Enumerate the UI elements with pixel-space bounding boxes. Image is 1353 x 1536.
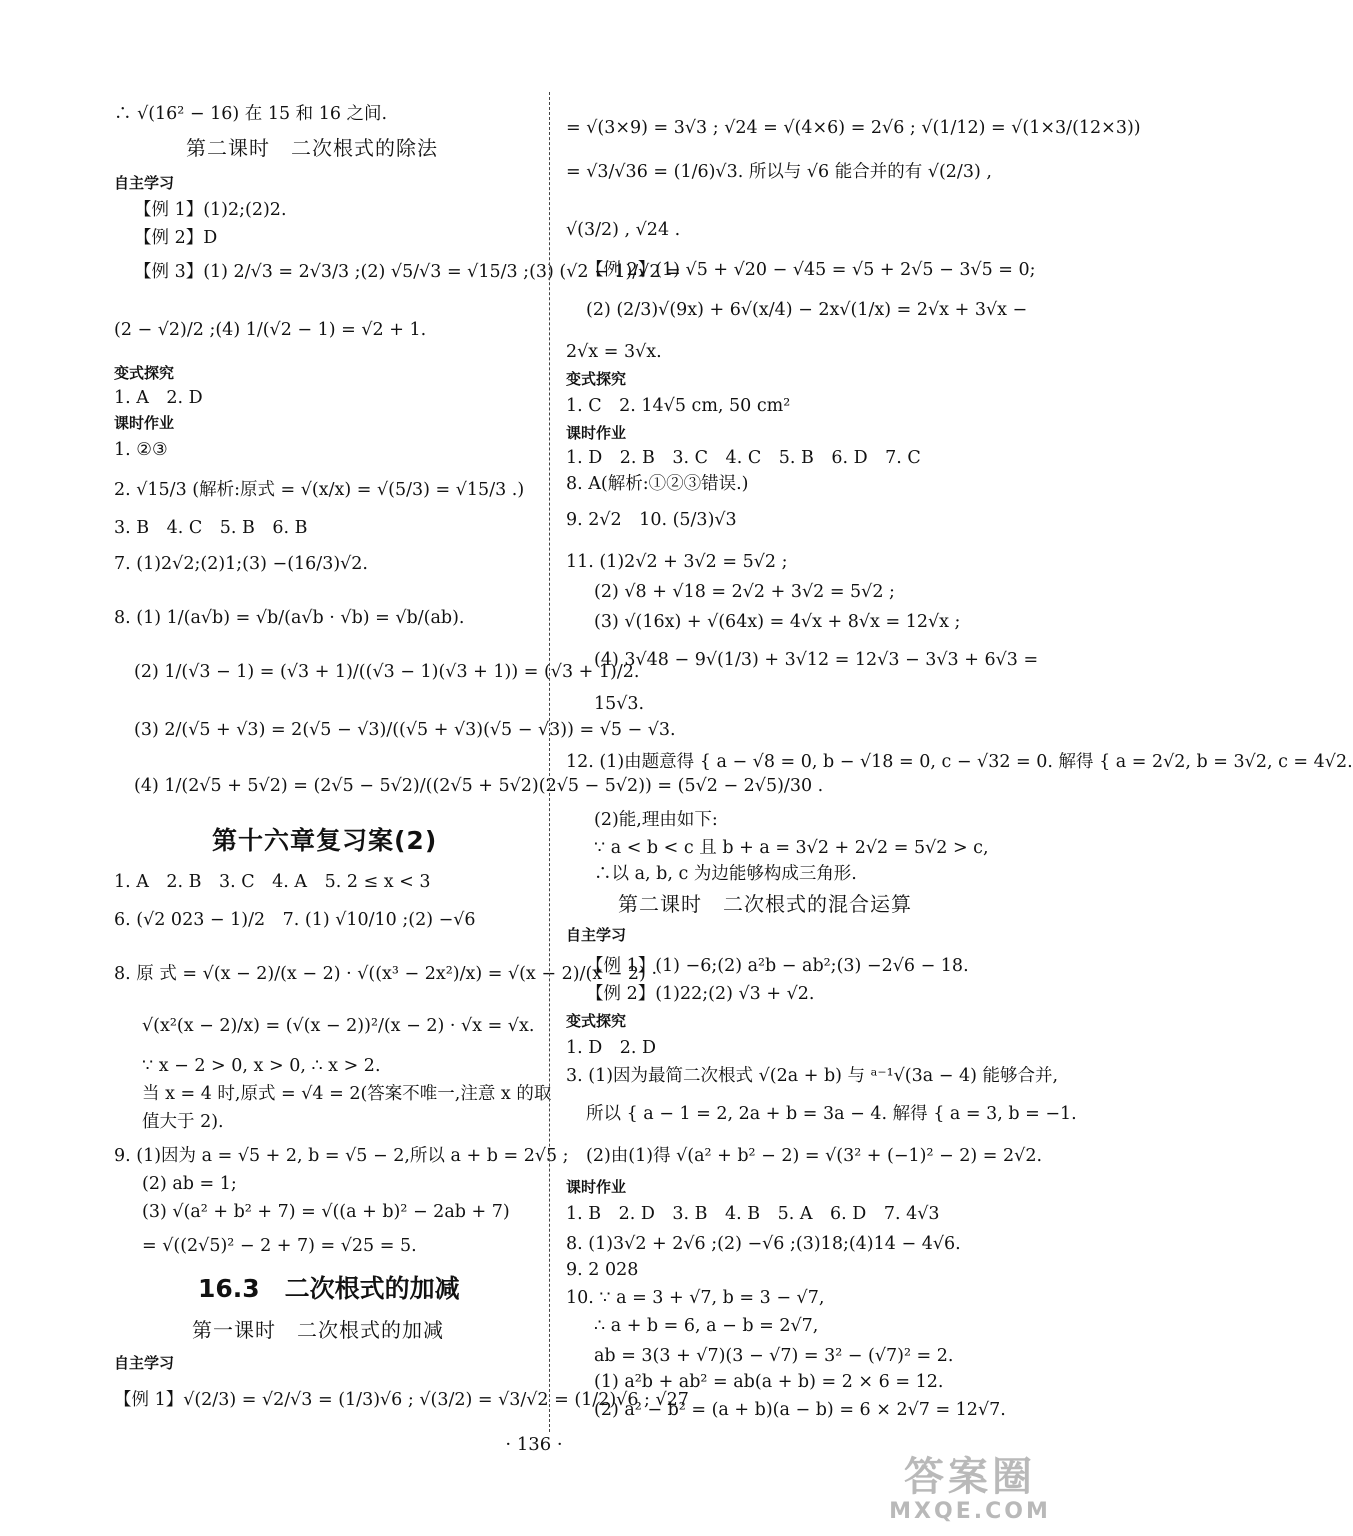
answer-line: 当 x = 4 时,原式 = √4 = 2(答案不唯一,注意 x 的取: [142, 1084, 552, 1104]
answer-line: 8. (1)3√2 + 2√6 ;(2) −√6 ;(3)18;(4)14 − 4√6.: [566, 1234, 961, 1254]
answer-line: 6. (√2 023 − 1)/2 7. (1) √10/10 ;(2) −√6: [114, 910, 476, 930]
answer-line: ∴ a + b = 6, a − b = 2√7,: [594, 1316, 819, 1336]
example-line: 【例 2】(1) √5 + √20 − √45 = √5 + 2√5 − 3√5 = 0;: [586, 260, 1036, 280]
column-divider: [549, 92, 550, 1432]
chapter-title: 第十六章复习案(2): [212, 826, 438, 855]
text-line: ∴ √(16² − 16) 在 15 和 16 之间.: [114, 104, 388, 124]
answer-line: 11. (1)2√2 + 3√2 = 5√2 ;: [566, 552, 788, 572]
answer-line: 8. A(解析:①②③错误.): [566, 474, 749, 494]
section-label: 课时作业: [566, 424, 627, 442]
answer-line: 9. 2√2 10. (5/3)√3: [566, 510, 737, 530]
answer-line: 3. (1)因为最简二次根式 √(2a + b) 与 ᵃ⁻¹√(3a − 4) 能够合并,: [566, 1066, 1059, 1086]
text-line: √(3/2) , √24 .: [566, 220, 681, 240]
answer-line: (3) √(16x) + √(64x) = 4√x + 8√x = 12√x ;: [594, 612, 961, 632]
watermark-text: 答案圈: [904, 1454, 1036, 1500]
section-label: 变式探究: [566, 370, 627, 388]
section-label: 变式探究: [114, 364, 175, 382]
answer-line: 9. (1)因为 a = √5 + 2, b = √5 − 2,所以 a + b = 2√5 ;: [114, 1146, 569, 1166]
answer-line: 10. ∵ a = 3 + √7, b = 3 − √7,: [566, 1288, 825, 1308]
answer-line: 1. C 2. 14√5 cm, 50 cm²: [566, 396, 791, 416]
page-number: · 136 ·: [505, 1434, 563, 1455]
text-line: = √3/√36 = (1/6)√3. 所以与 √6 能合并的有 √(2/3) ,: [566, 162, 992, 182]
example-line: 【例 2】(1)22;(2) √3 + √2.: [586, 984, 815, 1004]
example-line: 【例 1】(1)2;(2)2.: [134, 200, 287, 220]
answer-line: (2)由(1)得 √(a² + b² − 2) = √(3² + (−1)² − 2) = 2√2.: [586, 1146, 1043, 1166]
watermark-logo: [880, 1455, 1060, 1530]
example-line: 【例 1】(1) −6;(2) a²b − ab²;(3) −2√6 − 18.: [586, 956, 969, 976]
section-label: 自主学习: [114, 174, 175, 192]
answer-line: 8. 原 式 = √(x − 2)/(x − 2) · √((x³ − 2x²)/x) = √(x − 2)/(x − 2) ·: [114, 964, 658, 984]
example-line: 【例 2】D: [134, 228, 218, 248]
answer-line: (1) a²b + ab² = ab(a + b) = 2 × 6 = 12.: [594, 1372, 944, 1392]
answer-line: 15√3.: [594, 694, 645, 714]
section-label: 自主学习: [566, 926, 627, 944]
answer-line: (4) 1/(2√5 + 5√2) = (2√5 − 5√2)/((2√5 + 5√2)(2√5 − 5√2)) = (5√2 − 2√5)/30 .: [134, 776, 824, 796]
example-line: 【例 1】√(2/3) = √2/√3 = (1/3)√6 ; √(3/2) = √3/√2 = (1/2)√6 ; √27: [114, 1390, 689, 1410]
answer-line: 12. (1)由题意得 { a − √8 = 0, b − √18 = 0, c − √32 = 0. 解得 { a = 2√2, b = 3√2, c = 4√2.: [566, 752, 1353, 772]
answer-line: 8. (1) 1/(a√b) = √b/(a√b · √b) = √b/(ab).: [114, 608, 465, 628]
text-line: = √(3×9) = 3√3 ; √24 = √(4×6) = 2√6 ; √(1/12) = √(1×3/(12×3)): [566, 118, 1141, 138]
answer-line: 1. D 2. D: [566, 1038, 657, 1058]
answer-line: √(x²(x − 2)/x) = (√(x − 2))²/(x − 2) · √x = √x.: [142, 1016, 535, 1036]
answer-line: (3) 2/(√5 + √3) = 2(√5 − √3)/((√5 + √3)(√5 − √3)) = √5 − √3.: [134, 720, 676, 740]
example-line: (2 − √2)/2 ;(4) 1/(√2 − 1) = √2 + 1.: [114, 320, 427, 340]
example-line: (2) (2/3)√(9x) + 6√(x/4) − 2x√(1/x) = 2√x + 3√x −: [586, 300, 1028, 320]
answer-line: 1. B 2. D 3. B 4. B 5. A 6. D 7. 4√3: [566, 1204, 940, 1224]
answer-line: ∵ a < b < c 且 b + a = 3√2 + 2√2 = 5√2 > c,: [594, 838, 989, 858]
watermark-url: MXQE.COM: [889, 1499, 1051, 1524]
section-label: 课时作业: [566, 1178, 627, 1196]
answer-line: ∵ x − 2 > 0, x > 0, ∴ x > 2.: [142, 1056, 381, 1076]
answer-line: 9. 2 028: [566, 1260, 639, 1280]
answer-line: (4) 3√48 − 9√(1/3) + 3√12 = 12√3 − 3√3 + 6√3 =: [594, 650, 1039, 670]
answer-line: 1. A 2. D: [114, 388, 203, 408]
answer-line: 1. ②③: [114, 440, 168, 460]
answer-line: 1. A 2. B 3. C 4. A 5. 2 ≤ x < 3: [114, 872, 431, 892]
answer-line: 7. (1)2√2;(2)1;(3) −(16/3)√2.: [114, 554, 368, 574]
section-label: 自主学习: [114, 1354, 175, 1372]
answer-line: (3) √(a² + b² + 7) = √((a + b)² − 2ab + 7): [142, 1202, 510, 1222]
answer-line: 所以 { a − 1 = 2, 2a + b = 3a − 4. 解得 { a = 3, b = −1.: [586, 1104, 1077, 1124]
section-label: 课时作业: [114, 414, 175, 432]
answer-line: 3. B 4. C 5. B 6. B: [114, 518, 308, 538]
answer-line: (2) ab = 1;: [142, 1174, 237, 1194]
lesson-title: 第二课时 二次根式的混合运算: [618, 892, 912, 916]
answer-line: = √((2√5)² − 2 + 7) = √25 = 5.: [142, 1236, 417, 1256]
example-line: 【例 3】(1) 2/√3 = 2√3/3 ;(2) √5/√3 = √15/3 ;(3) (√2 − 1)/√2 =: [134, 262, 681, 282]
answer-line: 值大于 2).: [142, 1112, 224, 1132]
answer-line: (2) 1/(√3 − 1) = (√3 + 1)/((√3 − 1)(√3 + 1)) = (√3 + 1)/2.: [134, 662, 640, 682]
answer-line: (2) a² − b² = (a + b)(a − b) = 6 × 2√7 = 12√7.: [594, 1400, 1006, 1420]
answer-line: 1. D 2. B 3. C 4. C 5. B 6. D 7. C: [566, 448, 921, 468]
answer-line: (2)能,理由如下:: [594, 810, 718, 830]
section-title: 16.3 二次根式的加减: [198, 1274, 460, 1303]
lesson-title: 第一课时 二次根式的加减: [192, 1318, 444, 1342]
section-label: 变式探究: [566, 1012, 627, 1030]
answer-line: ab = 3(3 + √7)(3 − √7) = 3² − (√7)² = 2.: [594, 1346, 954, 1366]
answer-line: 2. √15/3 (解析:原式 = √(x/x) = √(5/3) = √15/3 .): [114, 480, 525, 500]
answer-line: ∴以 a, b, c 为边能够构成三角形.: [594, 864, 857, 884]
lesson-title: 第二课时 二次根式的除法: [186, 136, 438, 160]
example-line: 2√x = 3√x.: [566, 342, 662, 362]
answer-line: (2) √8 + √18 = 2√2 + 3√2 = 5√2 ;: [594, 582, 895, 602]
